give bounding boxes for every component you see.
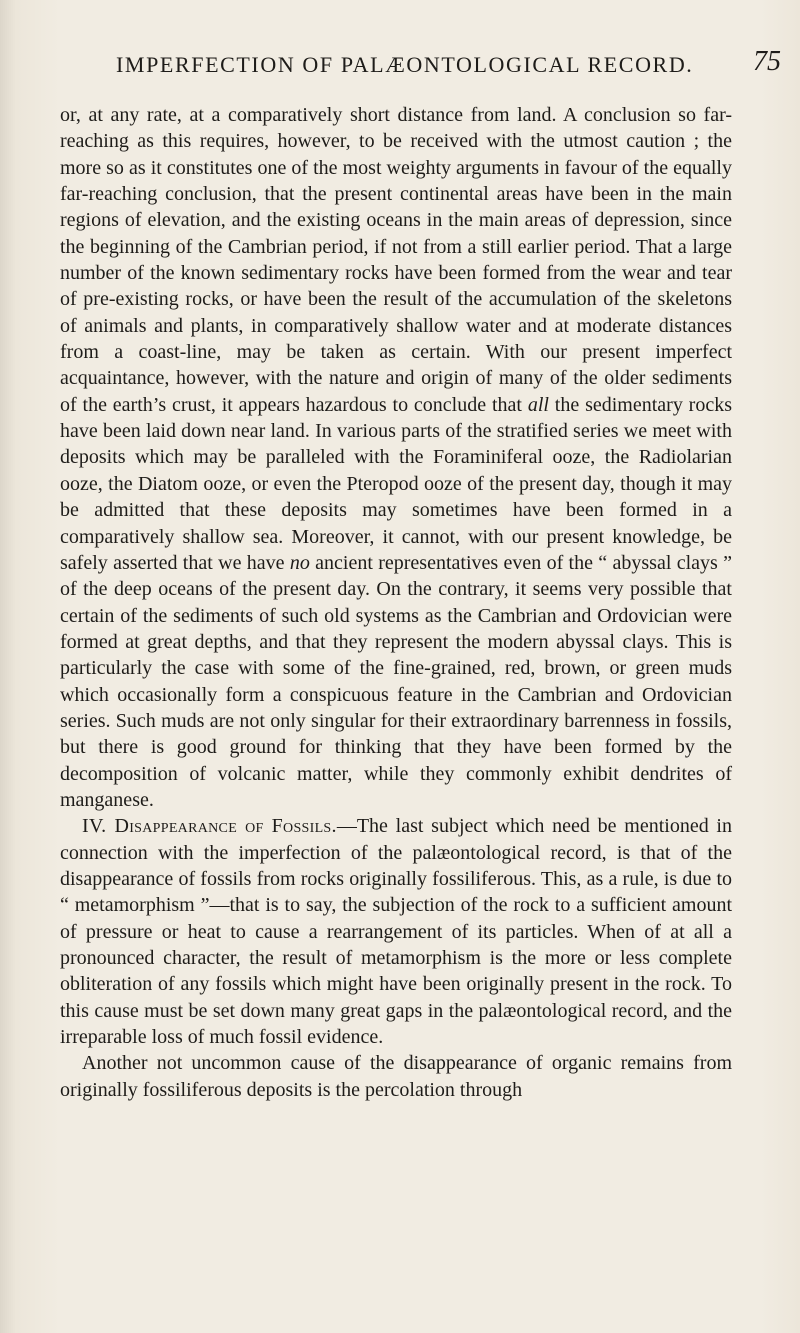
paragraph-disappearance-of-fossils [60,813,732,1050]
paragraph-text: Another not uncommon cause of the disappearance of organic remains from originally fossiliferous deposits is the percolation through [60,1052,732,1101]
page-number: 75 [753,46,781,77]
emphasis-no: no [289,551,310,574]
page-header [116,46,781,84]
emphasis-all: all [527,393,549,416]
running-title: IMPERFECTION OF PALÆONTOLOGICAL RECORD. [116,52,694,77]
paragraph-text: the sedimentary rocks have been laid down near land. In various parts of the stratified series we meet with deposits which may be paralleled with the Foraminiferal ooze, the Radiolarian ooze, the Diatom ooze, or even the Pteropod ooze of the present day, though it may be admitted that these deposits may sometimes have been formed in a comparatively shallow sea. Moreover, it cannot, with our present knowledge, be safely asserted that we have [60,393,732,574]
paragraph-text: or, at any rate, at a comparatively short distance from land. A conclusion so far-reaching as this requires, however, to be received with the utmost caution ; the more so as it constitutes one of the most weighty arguments in favour of the equally far-reaching conclusion, that the present continental areas have been in the main regions of elevation, and the existing oceans in the main areas of depression, since the beginning of the Cambrian period, if not from a still earlier period. That a large number of the known sedimentary rocks have been formed from the wear and tear of pre-existing rocks, or have been the result of the accumulation of the skeletons of animals and plants, in comparatively shallow water and at moderate distances from a coast-line, may be taken as certain. With our present imperfect acquaintance, however, with the nature and origin of many of the older sediments of the earth’s crust, it appears hazardous to conclude that [60,104,732,416]
body-text [60,102,732,1103]
paragraph-text: —The last subject which need be mentioned in connection with the imperfection of the palæontological record, is that of the disappearance of fossils from rocks originally fossiliferous. This, as a rule, is due to “ metamorphism ”—that is to say, the subjection of the rock to a sufficient amount of pressure or heat to cause a rearrangement of its particles. When of at all a pronounced character, the result of metamorphism is the more or less complete obliteration of any fossils which might have been originally present in the rock. To this cause must be set down many great gaps in the palæontological record, and the irreparable loss of much fossil evidence. [60,815,732,1049]
paragraph-text: ancient representatives even of the “ abyssal clays ” of the deep oceans of the present day. On the contrary, it seems very possible that certain of the sediments of such old systems as the Cambrian and Ordovician were formed at great depths, and that they represent the modern abyssal clays. This is particularly the case with some of the fine-grained, red, brown, or green muds which occasionally form a conspicuous feature in the Cambrian and Ordovician series. Such muds are not only singular for their extraordinary barrenness in fossils, but there is good ground for thinking that they have been formed by the decomposition of volcanic matter, while they commonly exhibit dendrites of manganese. [60,551,732,811]
paragraph-continued [60,102,732,813]
paragraph-percolation [60,1050,732,1103]
section-heading: IV. Disappearance of Fossils. [82,815,337,838]
